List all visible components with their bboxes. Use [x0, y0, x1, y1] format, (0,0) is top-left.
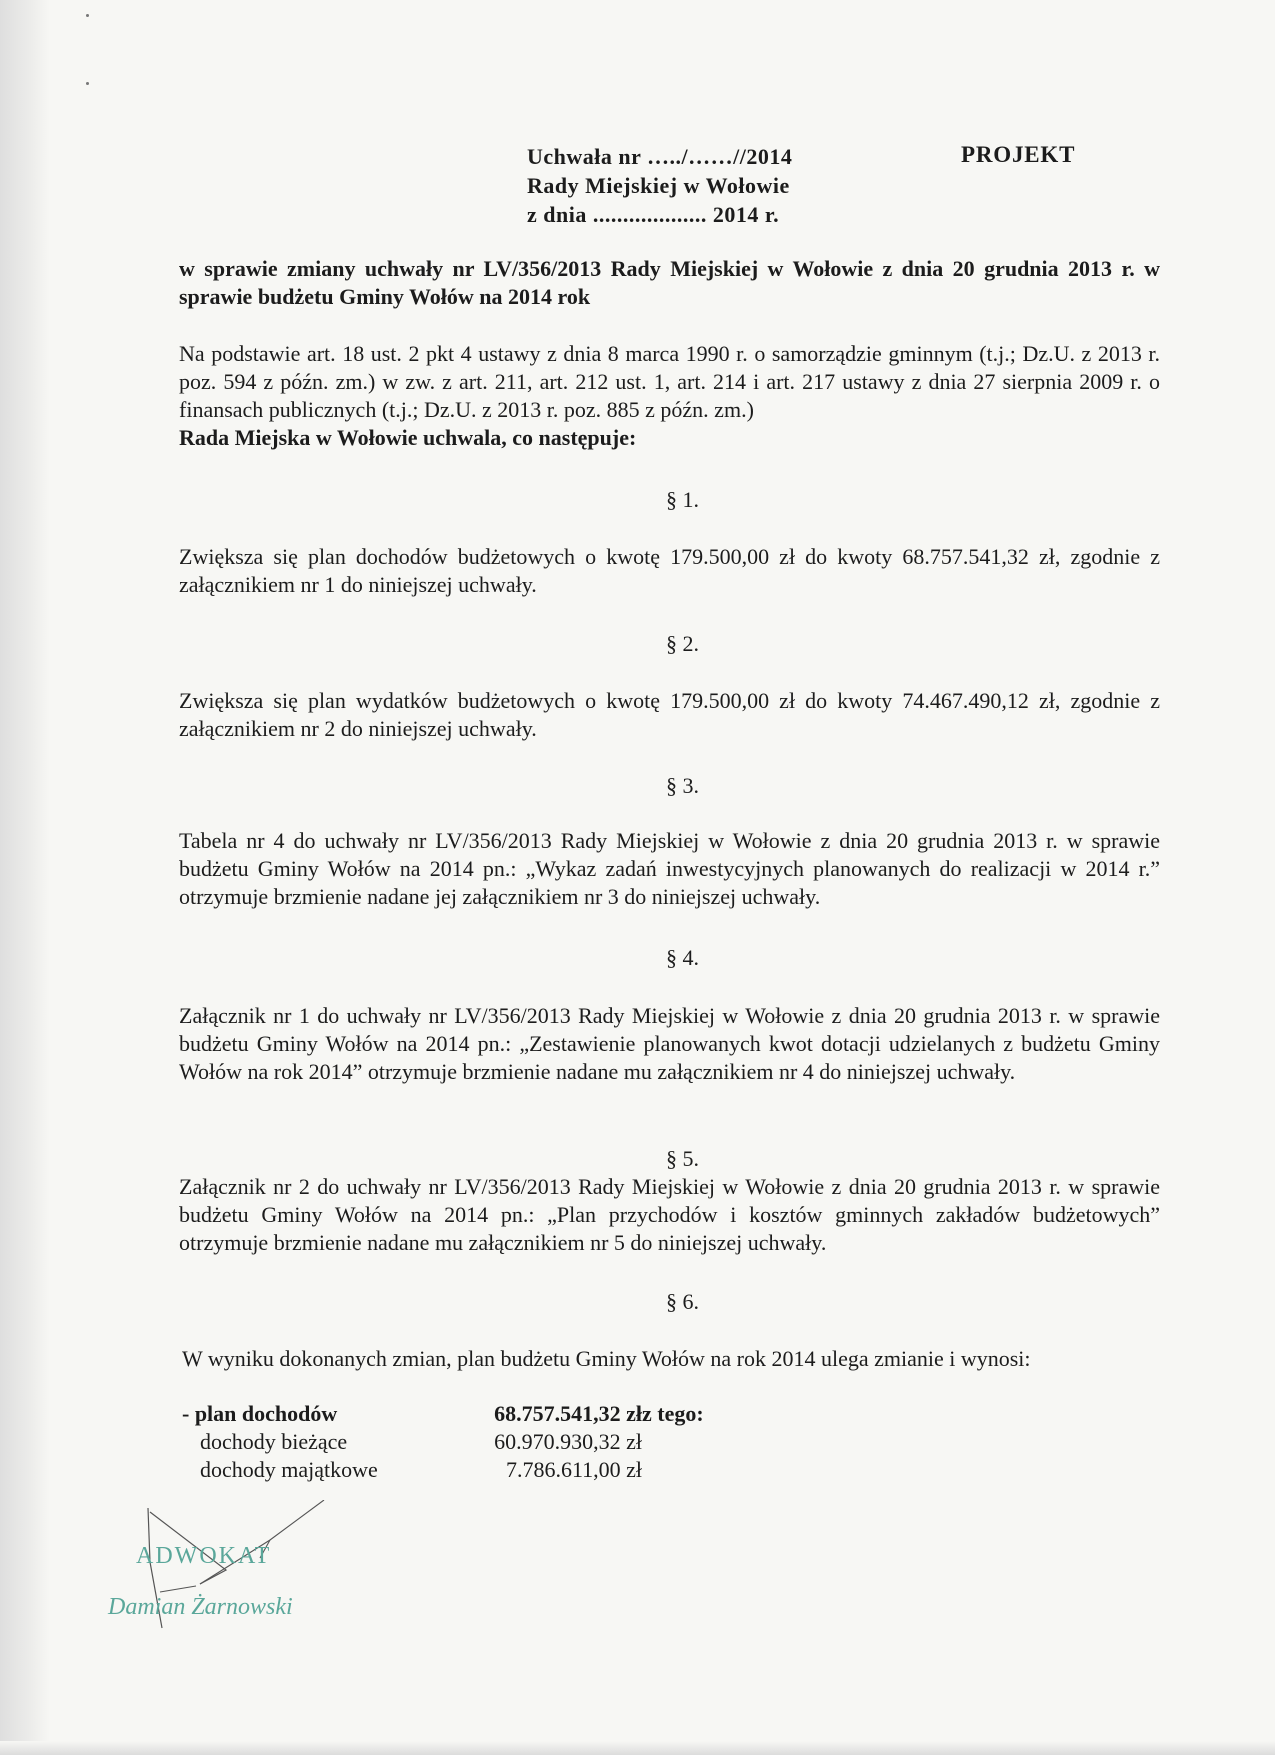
preamble-resolution-clause: Rada Miejska w Wołowie uchwala, co następuje: — [179, 425, 637, 450]
section-sign-3: § 3. — [666, 773, 699, 798]
section-text-5: Załącznik nr 2 do uchwały nr LV/356/2013 Rady Miejskiej w Wołowie z dnia 20 grudnia 2013 r. w sprawie budżetu Gminy Wołów na 2014 pn.: „Plan przychodów i kosztów gminnych zakładów budżetowych” otrzymuje brzmienie nadane mu załącznikiem nr 5 do niniejszej uchwały. — [179, 1174, 1160, 1255]
summary-income-tail: z tego: — [642, 1401, 704, 1426]
preamble — [179, 340, 1160, 452]
summary-current-label: dochody bieżące — [200, 1429, 348, 1454]
scan-left-edge — [0, 0, 50, 1755]
section-text-4: Załącznik nr 1 do uchwały nr LV/356/2013 Rady Miejskiej w Wołowie z dnia 20 grudnia 2013 r. w sprawie budżetu Gminy Wołów na 2014 pn.: „Zestawienie planowanych kwot dotacji udzielanych z budżetu Gminy Wołów na rok 2014” otrzymuje brzmienie nadane mu załącznikiem nr 4 do niniejszej uchwały. — [179, 1003, 1160, 1084]
resolution-subject: w sprawie zmiany uchwały nr LV/356/2013 Rady Miejskiej w Wołowie z dnia 20 grudnia 2013 r. w sprawie budżetu Gminy Wołów na 2014 rok — [179, 256, 1160, 309]
scan-speck — [86, 14, 89, 17]
preamble-legal-basis: Na podstawie art. 18 ust. 2 pkt 4 ustawy z dnia 8 marca 1990 r. o samorządzie gminnym (t.j.; Dz.U. z 2013 r. poz. 594 z późn. zm.) w zw. z art. 211, art. 212 ust. 1, art. 214 i art. 217 ustawy z dnia 27 sierpnia 2009 r. o finansach publicznych (t.j.; Dz.U. z 2013 r. poz. 885 z późn. zm.) — [179, 341, 1160, 422]
section-text-2: Zwiększa się plan wydatków budżetowych o kwotę 179.500,00 zł do kwoty 74.467.490,12 zł, zgodnie z załącznikiem nr 2 do niniejszej uchwały. — [179, 688, 1160, 741]
scan-bottom-edge — [0, 1741, 1275, 1755]
summary-income-amount: 68.757.541,32 zł — [494, 1401, 642, 1426]
section-text-1: Zwiększa się plan dochodów budżetowych o kwotę 179.500,00 zł do kwoty 68.757.541,32 zł, zgodnie z załącznikiem nr 1 do niniejszej uchwały. — [179, 544, 1160, 597]
stamp-title: ADWOKAT — [136, 1543, 272, 1569]
budget-summary — [182, 1400, 742, 1484]
section-sign-1: § 1. — [666, 487, 699, 512]
summary-property-amount: 7.786.611,00 zł — [505, 1457, 642, 1482]
summary-income-label: - plan dochodów — [182, 1401, 338, 1426]
section-text-6: W wyniku dokonanych zmian, plan budżetu Gminy Wołów na rok 2014 ulega zmianie i wynosi: — [182, 1346, 1031, 1371]
stamp-name: Damian Żarnowski — [108, 1594, 293, 1620]
section-sign-4: § 4. — [666, 945, 699, 970]
resolution-number: Uchwała nr …../……//2014 — [527, 144, 793, 169]
council-name: Rady Miejskiej w Wołowie — [527, 173, 790, 198]
resolution-date: z dnia ................... 2014 r. — [527, 202, 780, 227]
section-sign-6: § 6. — [666, 1289, 699, 1314]
resolution-header — [527, 142, 792, 229]
section-sign-5: § 5. — [666, 1146, 699, 1171]
draft-status-label: PROJEKT — [961, 142, 1076, 167]
summary-row-income — [182, 1400, 742, 1428]
summary-row-property — [182, 1456, 742, 1484]
summary-property-label: dochody majątkowe — [200, 1457, 378, 1482]
summary-current-amount: 60.970.930,32 zł — [494, 1429, 642, 1454]
summary-row-current — [182, 1428, 742, 1456]
section-text-3: Tabela nr 4 do uchwały nr LV/356/2013 Rady Miejskiej w Wołowie z dnia 20 grudnia 2013 r. w sprawie budżetu Gminy Wołów na 2014 pn.: „Wykaz zadań inwestycyjnych planowanych do realizacji w 2014 r.” otrzymuje brzmienie nadane jej załącznikiem nr 3 do niniejszej uchwały. — [179, 828, 1160, 909]
section-sign-2: § 2. — [666, 631, 699, 656]
lawyer-stamp — [100, 1500, 360, 1640]
scan-speck — [86, 82, 89, 85]
